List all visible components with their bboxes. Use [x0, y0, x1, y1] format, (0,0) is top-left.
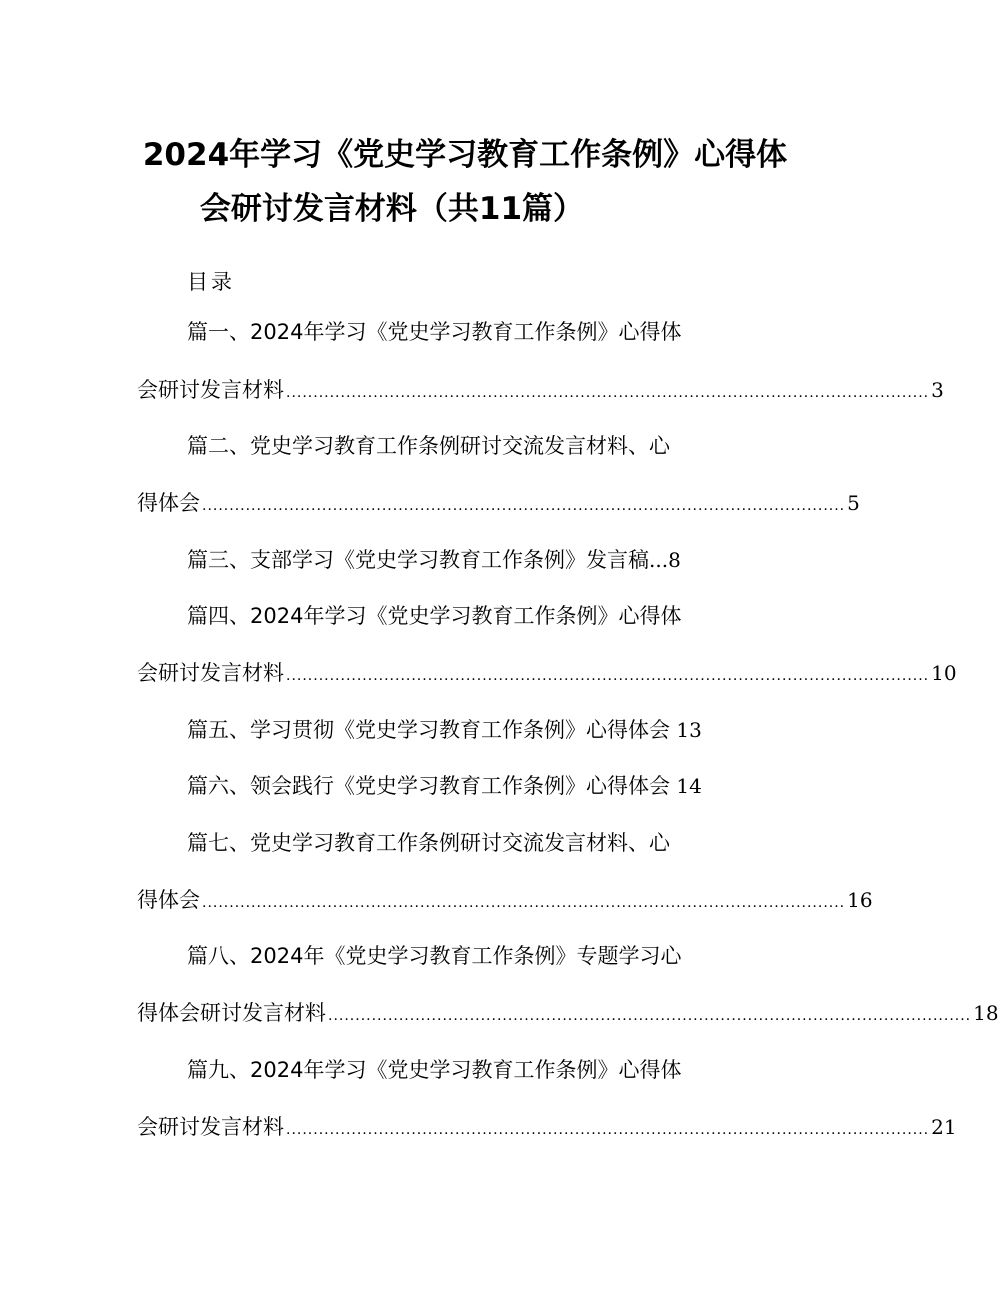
toc-entry-5[interactable]: [187, 720, 702, 741]
toc-entry-2-title[interactable]: 篇二、党史学习教育工作条例研讨交流发言材料、心: [187, 434, 670, 458]
toc-entry-9-page: 21: [931, 1115, 957, 1139]
document-title-line-2: 会研讨发言材料（共11篇）: [199, 191, 585, 227]
document-title-line-1: 2024年学习《党史学习教育工作条例》心得体: [142, 137, 788, 173]
toc-entry-8-title[interactable]: 篇八、2024年《党史学习教育工作条例》专题学习心: [187, 944, 682, 968]
toc-entry-3-page: 8: [668, 548, 681, 572]
toc-entry-6[interactable]: [187, 776, 702, 797]
toc-entry-7-page: 16: [847, 888, 873, 912]
toc-leader-dots: ......................................................................................................................: [286, 668, 930, 684]
toc-entry-1-title-cont: 会研讨发言材料: [137, 378, 284, 402]
toc-entry-6-title: 篇六、领会践行《党史学习教育工作条例》心得体会: [187, 774, 670, 798]
toc-leader-dots: ......................................................................................................................: [328, 1008, 972, 1024]
toc-entry-2-continuation[interactable]: [137, 491, 860, 515]
toc-leader-dots: ......................................................................................................................: [202, 498, 846, 514]
toc-entry-1-title[interactable]: 篇一、2024年学习《党史学习教育工作条例》心得体: [187, 320, 682, 344]
toc-entry-8-title-cont: 得体会研讨发言材料: [137, 1001, 326, 1025]
toc-entry-2-title-cont: 得体会: [137, 491, 200, 515]
toc-entry-6-page: 14: [676, 774, 702, 798]
toc-entry-4-continuation[interactable]: [137, 661, 957, 685]
toc-entry-7-title-cont: 得体会: [137, 888, 200, 912]
toc-entry-3[interactable]: [187, 550, 681, 571]
toc-entry-1-page: 3: [931, 378, 944, 402]
toc-entry-4-title[interactable]: 篇四、2024年学习《党史学习教育工作条例》心得体: [187, 604, 682, 628]
toc-entry-3-ellipsis: ...: [649, 548, 669, 572]
toc-leader-dots: ......................................................................................................................: [286, 1122, 930, 1138]
toc-heading: 目录: [187, 270, 235, 294]
toc-entry-7-continuation[interactable]: [137, 888, 873, 912]
toc-entry-9-title-cont: 会研讨发言材料: [137, 1115, 284, 1139]
toc-entry-8-page: 18: [973, 1001, 999, 1025]
toc-entry-8-continuation[interactable]: [137, 1001, 999, 1025]
toc-entry-7-title[interactable]: 篇七、党史学习教育工作条例研讨交流发言材料、心: [187, 831, 670, 855]
toc-leader-dots: ......................................................................................................................: [202, 895, 846, 911]
toc-entry-9-continuation[interactable]: [137, 1115, 957, 1139]
toc-entry-4-page: 10: [931, 661, 957, 685]
toc-entry-9-title[interactable]: 篇九、2024年学习《党史学习教育工作条例》心得体: [187, 1058, 682, 1082]
toc-leader-dots: ......................................................................................................................: [286, 385, 930, 401]
toc-entry-1-continuation[interactable]: [137, 378, 944, 402]
toc-entry-5-page: 13: [676, 718, 702, 742]
toc-entry-3-title: 篇三、支部学习《党史学习教育工作条例》发言稿: [187, 548, 649, 572]
toc-entry-4-title-cont: 会研讨发言材料: [137, 661, 284, 685]
toc-entry-2-page: 5: [847, 491, 860, 515]
toc-entry-5-title: 篇五、学习贯彻《党史学习教育工作条例》心得体会: [187, 718, 670, 742]
